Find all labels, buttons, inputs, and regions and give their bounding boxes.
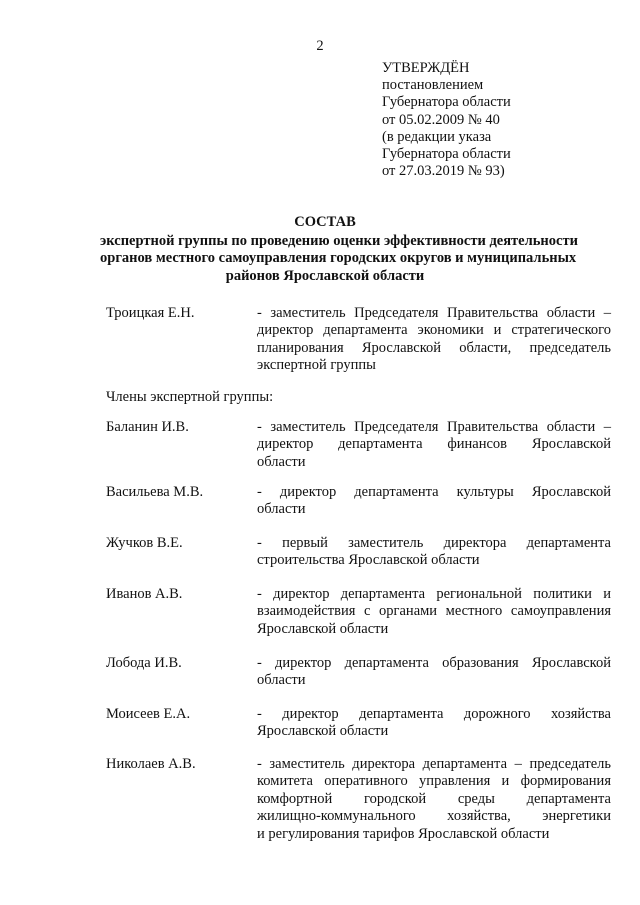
approval-line: УТВЕРЖДЁН (382, 60, 470, 76)
approval-line: Губернатора области (382, 146, 511, 163)
position-line: - директор департамента дорожного хозяйства (257, 706, 611, 722)
position-line: директор департамента финансов Ярославской (257, 436, 611, 453)
position-line: взаимодействия с органами местного самоуправления (257, 603, 611, 620)
title-subtitle-line: органов местного самоуправления городских округов и муниципальных (100, 250, 577, 267)
position-line: - первый заместитель директора департамента (257, 535, 611, 551)
member-name: Васильева М.В. (106, 484, 204, 500)
member-name: Жучков В.Е. (106, 535, 183, 551)
approval-line: Губернатора области (382, 94, 511, 111)
position-line: области (257, 453, 306, 470)
position-line: - директор департамента культуры Ярославской (257, 484, 611, 500)
member-name: Лобода И.В. (106, 655, 182, 671)
approval-line: (в редакции указа (382, 128, 492, 145)
position-line: комфортной городской среды департамента (257, 790, 611, 807)
member-name: Баланин И.В. (106, 419, 189, 435)
member-position (257, 484, 611, 519)
position-line: экспертной группы (257, 357, 376, 374)
position-line: - директор департамента образования Ярославской (257, 655, 611, 671)
position-line: области (257, 501, 306, 518)
title-subtitle-line: районов Ярославской области (225, 267, 425, 284)
member-name: Моисеев Е.А. (106, 706, 191, 722)
page-number: 2 (316, 38, 324, 54)
chairman-name: Троицкая Е.Н. (106, 305, 195, 321)
position-line: - заместитель директора департамента – председатель (257, 756, 611, 772)
member-position (257, 535, 611, 570)
chairman-position (257, 305, 611, 375)
position-line: строительства Ярославской области (257, 552, 480, 569)
member-name: Николаев А.В. (106, 756, 196, 772)
member-position (257, 419, 611, 471)
member-name: Иванов А.В. (106, 586, 183, 602)
title-heading: СОСТАВ (294, 214, 356, 230)
position-line: комитета оперативного управления и формирования (257, 773, 611, 790)
member-position (257, 586, 611, 638)
position-line: - заместитель Председателя Правительства области – (257, 305, 611, 321)
position-line: области (257, 672, 306, 689)
member-position (257, 756, 611, 843)
approval-line: постановлением (382, 77, 484, 94)
approval-line: от 05.02.2009 № 40 (382, 111, 500, 128)
member-position (257, 655, 611, 690)
position-line: Ярославской области (257, 723, 389, 740)
position-line: - заместитель Председателя Правительства области – (257, 419, 611, 435)
approval-stamp (382, 60, 612, 180)
position-line: - директор департамента региональной политики и (257, 586, 611, 602)
position-line: планирования Ярославской области, председатель (257, 339, 611, 356)
position-line: жилищно-коммунального хозяйства, энергетики (257, 808, 611, 825)
member-position (257, 706, 611, 741)
title-subtitle-line: экспертной группы по проведению оценки эффективности деятельности (100, 232, 578, 249)
position-line: Ярославской области (257, 620, 389, 637)
approval-line: от 27.03.2019 № 93) (382, 163, 505, 180)
position-line: и регулирования тарифов Ярославской области (257, 825, 550, 842)
members-label: Члены экспертной группы: (106, 389, 274, 405)
document-title (100, 214, 578, 285)
position-line: директор департамента экономики и стратегического (257, 322, 611, 339)
